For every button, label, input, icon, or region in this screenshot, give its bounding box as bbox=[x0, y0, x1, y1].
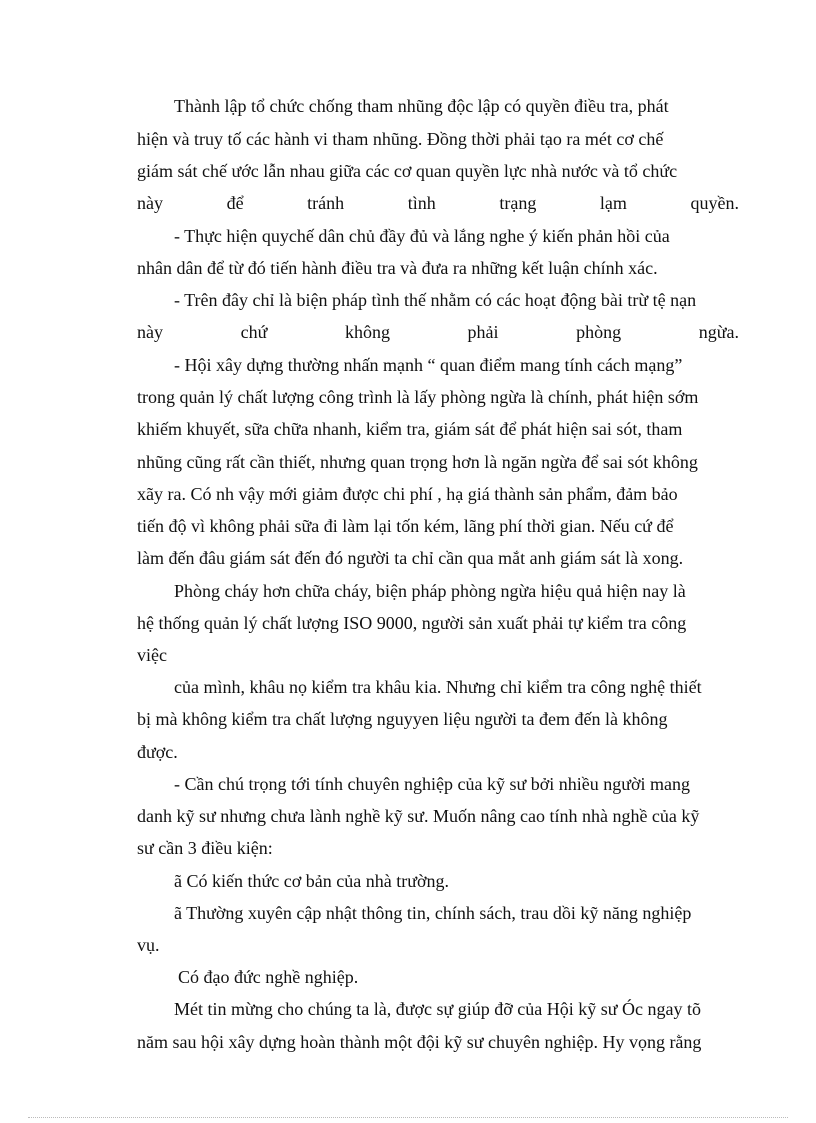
text-line: danh kỹ sư nhưng chưa lành nghề kỹ sư. Muốn nâng cao tính nhà nghề của kỹ bbox=[137, 806, 700, 826]
text-line: của mình, khâu nọ kiểm tra khâu kia. Nhưng chỉ kiểm tra công nghệ thiết bbox=[174, 677, 702, 697]
text-line: tiến độ vì không phải sữa đi làm lại tốn kém, lãng phí thời gian. Nếu cứ để bbox=[137, 516, 674, 536]
text-line: - Cần chú trọng tới tính chuyên nghiệp của kỹ sư bởi nhiều người mang bbox=[174, 774, 690, 794]
text-line: nhân dân để từ đó tiến hành điều tra và đưa ra những kết luận chính xác. bbox=[137, 258, 658, 278]
text-line: hiện và truy tố các hành vi tham nhũng. Đồng thời phải tạo ra mét cơ chế bbox=[137, 129, 664, 149]
text-line: này để tránh tình trạng lạm quyền. bbox=[137, 193, 739, 213]
text-line: khiếm khuyết, sữa chữa nhanh, kiểm tra, giám sát để phát hiện sai sót, tham bbox=[137, 419, 683, 439]
text-line: Mét tin mừng cho chúng ta là, được sự giúp đỡ của Hội kỹ sư Óc ngay tõ bbox=[174, 999, 701, 1019]
text-line: Phòng cháy hơn chữa cháy, biện pháp phòng ngừa hiệu quả hiện nay là bbox=[174, 581, 686, 601]
list-item: Có đạo đức nghề nghiệp. bbox=[178, 967, 359, 987]
text-line: bị mà không kiểm tra chất lượng nguyyen liệu người ta đem đến là không bbox=[137, 709, 668, 729]
text-line: vụ. bbox=[137, 935, 160, 955]
list-item: ã Có kiến thức cơ bản của nhà trường. bbox=[174, 871, 449, 891]
text-line: Thành lập tổ chức chống tham nhũng độc lập có quyền điều tra, phát bbox=[174, 96, 669, 116]
text-line: hệ thống quản lý chất lượng ISO 9000, người sản xuất phải tự kiểm tra công bbox=[137, 613, 687, 633]
text-line: năm sau hội xây dựng hoàn thành một đội kỹ sư chuyên nghiệp. Hy vọng rằng bbox=[137, 1032, 702, 1052]
text-line: này chứ không phải phòng ngừa. bbox=[137, 322, 739, 342]
text-line: giám sát chế ước lẫn nhau giữa các cơ quan quyền lực nhà nước và tổ chức bbox=[137, 161, 678, 181]
text-line: - Trên đây chỉ là biện pháp tình thế nhằm có các hoạt động bài trừ tệ nạn bbox=[174, 290, 697, 310]
text-line: nhũng cũng rất cần thiết, nhưng quan trọng hơn là ngăn ngừa để sai sót không bbox=[137, 452, 698, 472]
text-line: - Hội xây dựng thường nhấn mạnh “ quan điểm mang tính cách mạng” bbox=[174, 355, 683, 375]
text-line: được. bbox=[137, 742, 178, 762]
page-bottom-divider bbox=[28, 1117, 788, 1118]
text-line: - Thực hiện quychế dân chủ đầy đủ và lắng nghe ý kiến phản hồi của bbox=[174, 226, 670, 246]
list-item: ã Thường xuyên cập nhật thông tin, chính sách, trau dồi kỹ năng nghiệp bbox=[174, 903, 692, 923]
text-line: sư cần 3 điều kiện: bbox=[137, 838, 273, 858]
text-line: trong quản lý chất lượng công trình là lấy phòng ngừa là chính, phát hiện sớm bbox=[137, 387, 699, 407]
text-line: việc bbox=[137, 645, 167, 665]
text-line: làm đến đâu giám sát đến đó người ta chỉ cần qua mắt anh giám sát là xong. bbox=[137, 548, 684, 568]
text-line: xãy ra. Có nh vậy mới giảm được chi phí , hạ giá thành sản phẩm, đảm bảo bbox=[137, 484, 678, 504]
